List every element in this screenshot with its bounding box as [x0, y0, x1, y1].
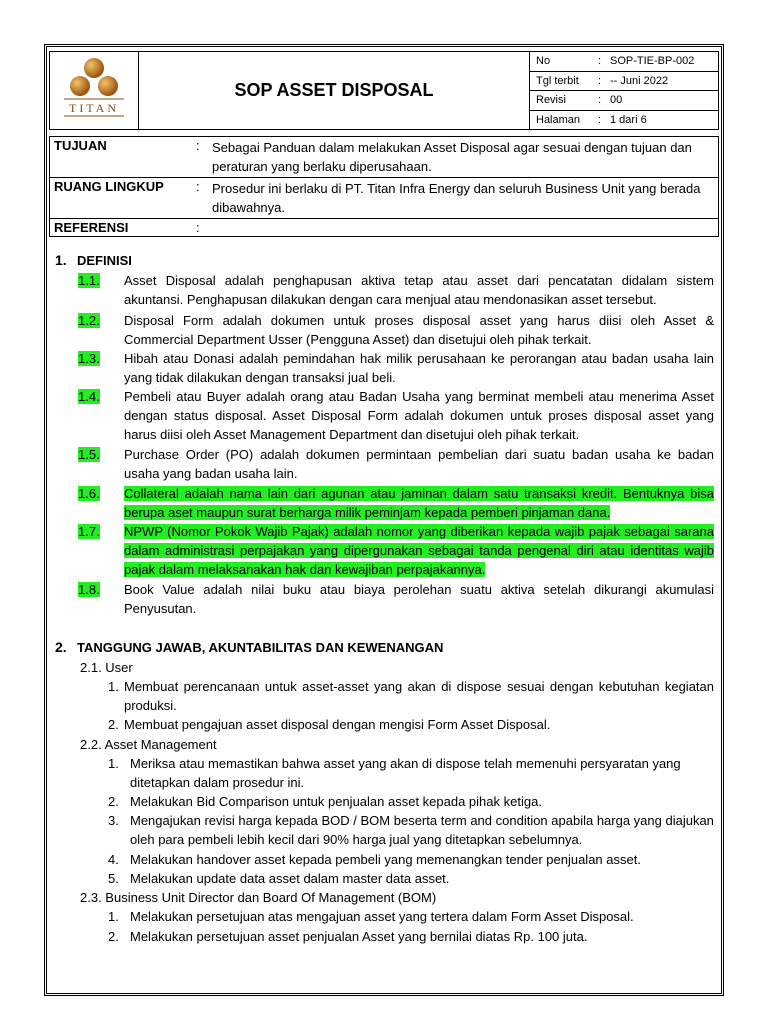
subsection-asset-management-title: 2.2. Asset Management [80, 737, 217, 752]
list-item: 4. Melakukan handover asset kepada pembeli yang memenangkan tender penjualan asset. [108, 852, 641, 867]
info-row-referensi: REFERENSI : [50, 219, 719, 237]
list-item: 2. Melakukan Bid Comparison untuk penjualan asset kepada pihak ketiga. [108, 794, 542, 809]
meta-no: No : SOP-TIE-BP-002 [530, 52, 719, 72]
definition-item: 1.2. Disposal Form adalah dokumen untuk proses disposal asset yang harus diisi oleh Asset & Commercial Department Usser (Pengguna Asset) dan disetujui oleh pihak terkait. [78, 313, 714, 347]
info-row-tujuan: TUJUAN : Sebagai Panduan dalam melakukan Asset Disposal agar sesuai dengan tujuan dan peraturan yang berlaku diperusahaan. [50, 137, 719, 178]
document-title: SOP ASSET DISPOSAL [139, 52, 530, 130]
list-item: 1. Membuat perencanaan untuk asset-asset yang akan di dispose sesuai dengan kebutuhan kegiatan produksi. [108, 679, 714, 713]
info-table [49, 136, 719, 237]
list-item: 2. Membuat pengajuan asset disposal dengan mengisi Form Asset Disposal. [108, 717, 551, 732]
definition-item: 1.5. Purchase Order (PO) adalah dokumen permintaan pembelian dari suatu badan usaha ke badan usaha yang badan usaha lain. [78, 447, 714, 481]
list-item: 1. Meriksa atau memastikan bahwa asset yang akan di dispose telah memenuhi persyaratan yang ditetapkan dalam prosedur ini. [108, 756, 681, 790]
definition-item: 1.3. Hibah atau Donasi adalah pemindahan hak milik perusahaan ke perorangan atau badan usaha lain yang tidak dilakukan dengan transaksi jual beli. [78, 351, 714, 385]
document-header [49, 51, 719, 130]
info-row-ruang-lingkup: RUANG LINGKUP : Prosedur ini berlaku di PT. Titan Infra Energy dan seluruh Business Unit yang berada dibawahnya. [50, 178, 719, 219]
logo-text: TITAN [68, 101, 120, 115]
list-item: 3. Mengajukan revisi harga kepada BOD / BOM beserta term and condition apabila harga yang diajukan oleh para pembeli lebih kecil dari 90% harga jual yang ditetapkan sebelumnya. [108, 813, 714, 847]
meta-halaman: Halaman : 1 dari 6 [530, 110, 719, 130]
meta-tgl-terbit: Tgl terbit : -- Juni 2022 [530, 71, 719, 91]
definition-item-highlighted: 1.6. Collateral adalah nama lain dari agunan atau jaminan dalam satu transaksi kredit. Bentuknya bisa berupa aset maupun surat berharga milik peminjam kepada pemberi pinjaman dana. [78, 486, 714, 520]
meta-revisi: Revisi : 00 [530, 91, 719, 111]
subsection-user-title: 2.1. User [80, 660, 133, 675]
list-item: 1. Melakukan persetujuan atas mengajuan asset yang tertera dalam Form Asset Disposal. [108, 909, 634, 924]
subsection-bom-title: 2.3. Business Unit Director dan Board Of Management (BOM) [80, 890, 437, 905]
definition-item-highlighted: 1.7. NPWP (Nomor Pokok Wajib Pajak) adalah nomor yang diberikan kepada wajib pajak sebagai sarana dalam administrasi perpajakan yang dipergunakan sebagai tanda pengenal diri atau identitas wajib pajak dalam melaksanakan hak dan kewajiban perpajakannya. [78, 524, 714, 577]
section-2-heading: 2. TANGGUNG JAWAB, AKUNTABILITAS DAN KEWENANGAN [55, 639, 444, 655]
logo [50, 52, 139, 130]
definition-item: 1.8. Book Value adalah nilai buku atau biaya perolehan suatu aktiva setelah dikurangi akumulasi Penyusutan. [78, 582, 714, 616]
definition-item: 1.4. Pembeli atau Buyer adalah orang atau Badan Usaha yang berminat membeli atau menerima Asset dengan status disposal. Asset Disposal Form adalah dokumen untuk proses disposal asset yang harus diisi oleh Asset Management Department dan disetujui oleh pihak terkait. [78, 389, 714, 442]
definition-item: 1.1. Asset Disposal adalah penghapusan aktiva tetap atau asset dari pencatatan didalam sistem akuntansi. Penghapusan dilakukan dengan cara menjual atau mendonasikan asset tersebut. [78, 273, 714, 307]
section-1-heading: 1. DEFINISI [55, 252, 132, 268]
list-item: 5. Melakukan update data asset dalam master data asset. [108, 871, 450, 886]
list-item: 2. Melakukan persetujuan asset penjualan Asset yang bernilai diatas Rp. 100 juta. [108, 929, 588, 944]
